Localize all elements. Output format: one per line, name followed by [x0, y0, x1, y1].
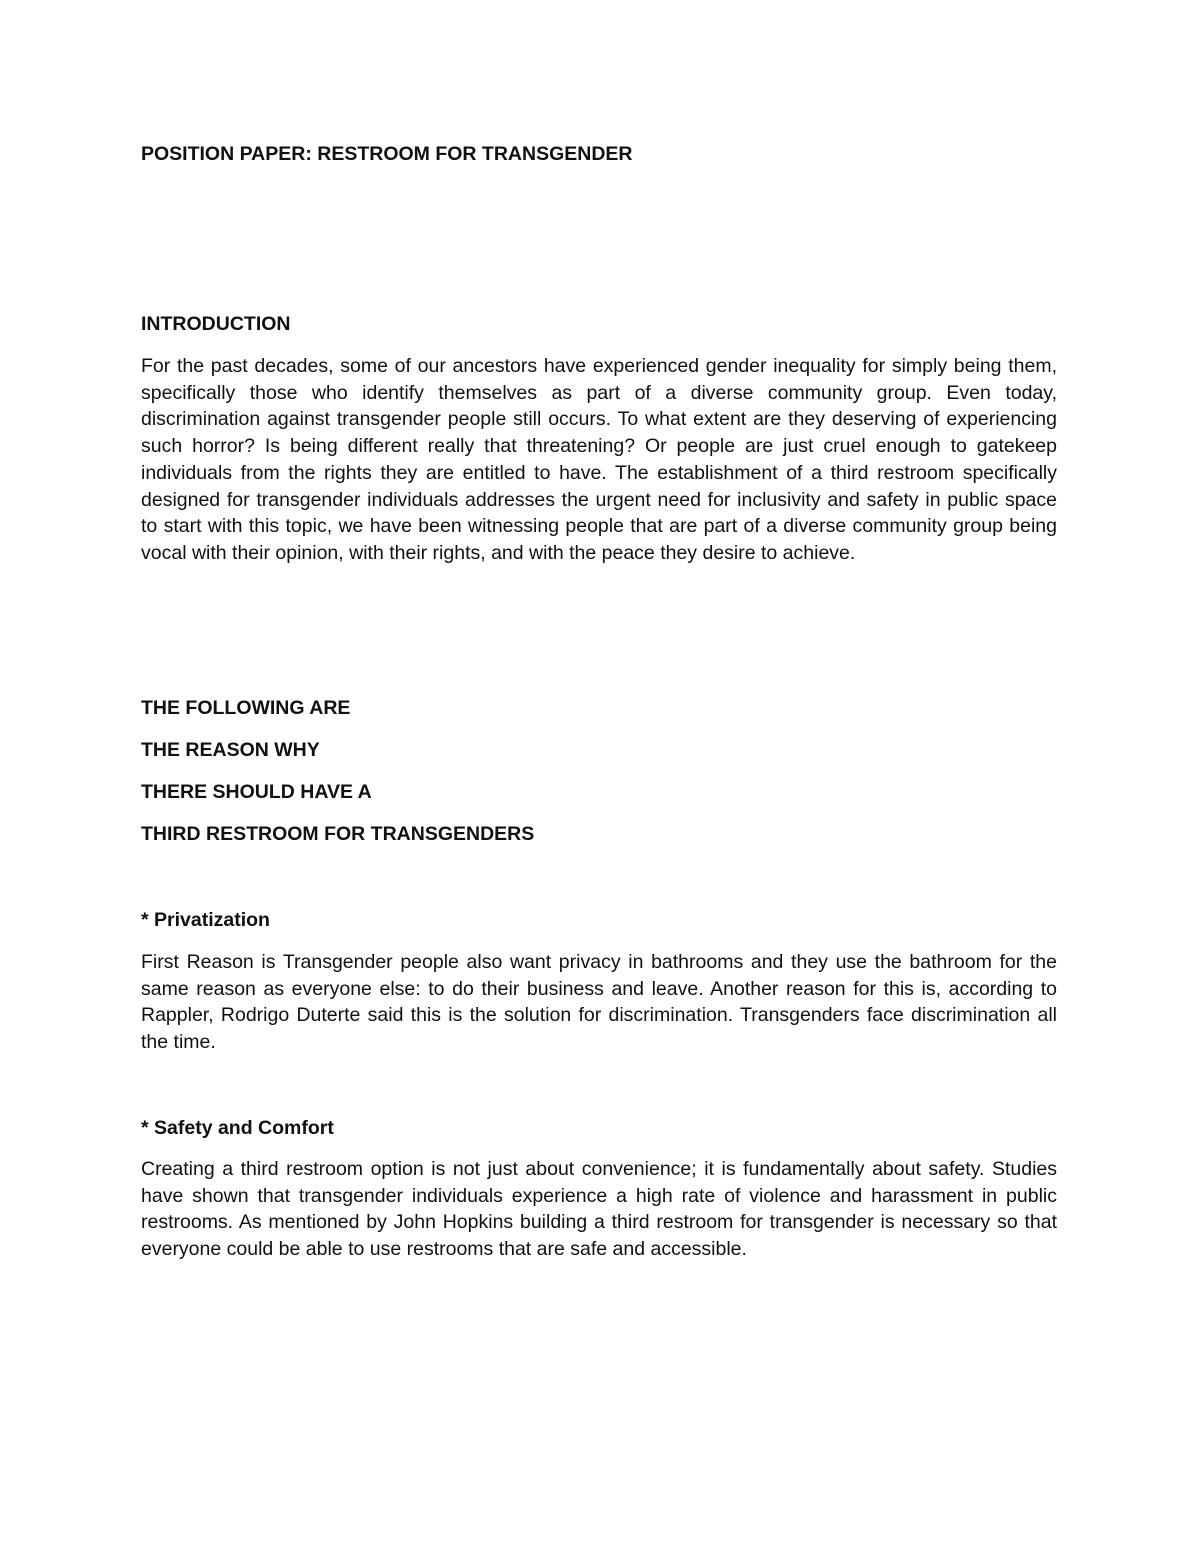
- reasons-heading-block: [141, 696, 1057, 864]
- reasons-heading-line: THIRD RESTROOM FOR TRANSGENDERS: [141, 823, 535, 845]
- safety-comfort-heading: * Safety and Comfort: [141, 1117, 334, 1139]
- introduction-paragraph: For the past decades, some of our ancestors have experienced gender inequality for simply being them, specifically those who identify themselves as part of a diverse community group. Even today, discrimination against transgender people still occurs. To what extent are they deserving of experiencing such horror? Is being different really that threatening? Or people are just cruel enough to gatekeep individuals from the rights they are entitled to have. The establishment of a third restroom specifically designed for transgender individuals addresses the urgent need for inclusivity and safety in public space to start with this topic, we have been witnessing people that are part of a diverse community group being vocal with their opinion, with their rights, and with the peace they desire to achieve.: [141, 355, 1057, 564]
- reasons-heading-line: THE FOLLOWING ARE: [141, 697, 351, 719]
- introduction-heading: INTRODUCTION: [141, 313, 291, 335]
- reasons-heading-line: THE REASON WHY: [141, 739, 320, 761]
- document-title: POSITION PAPER: RESTROOM FOR TRANSGENDER: [141, 143, 633, 165]
- safety-comfort-paragraph: Creating a third restroom option is not just about convenience; it is fundamentally about safety. Studies have shown that transgender individuals experience a high rate of violence and harassment in public restrooms. As mentioned by John Hopkins building a third restroom for transgender is necessary so that everyone could be able to use restrooms that are safe and accessible.: [141, 1158, 1057, 1261]
- privatization-heading: * Privatization: [141, 909, 270, 931]
- privatization-paragraph: First Reason is Transgender people also want privacy in bathrooms and they use the bathroom for the same reason as everyone else: to do their business and leave. Another reason for this is, according to Rappler, Rodrigo Duterte said this is the solution for discrimination. Transgenders face discrimination all the time.: [141, 951, 1057, 1054]
- reasons-heading-line: THERE SHOULD HAVE A: [141, 781, 372, 803]
